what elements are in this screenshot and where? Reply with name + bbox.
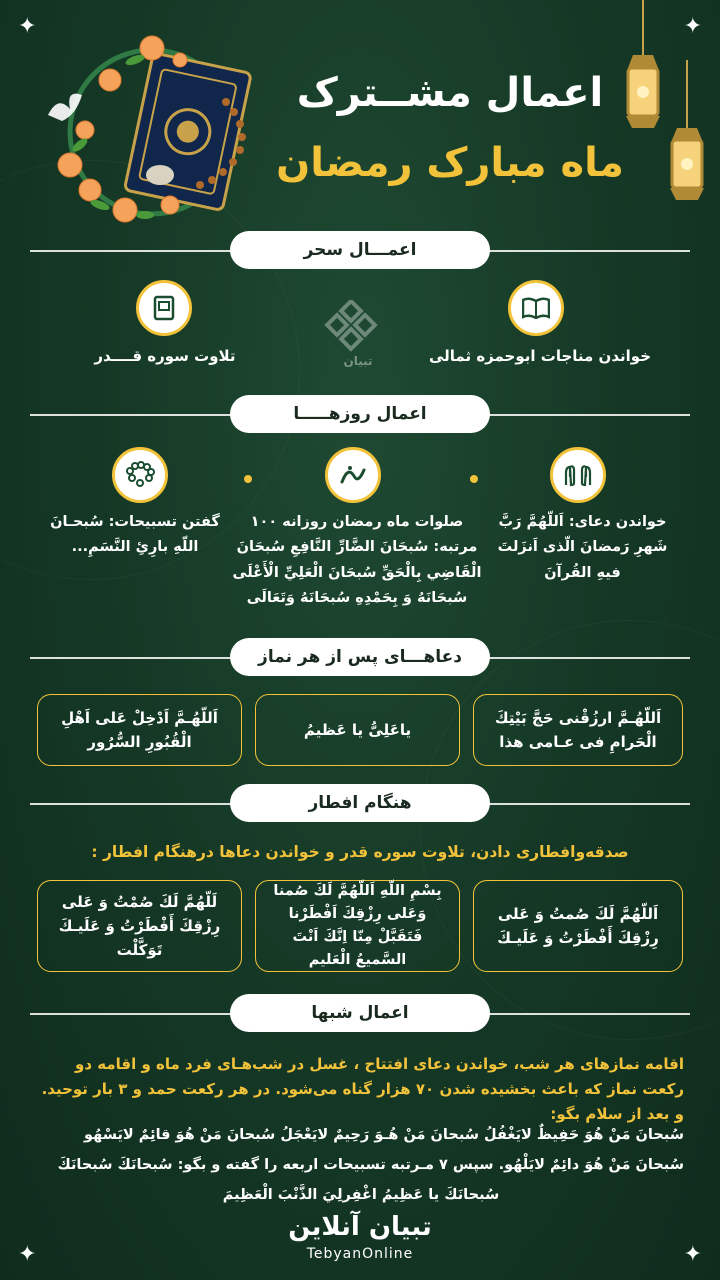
sparkle-icon: ✦ <box>18 1242 37 1267</box>
iftar-box-2: بِسْمِ اللّهِ اَللّهُمَّ لَكَ صُمنا وَعَلی رِزْقِكَ اَفْطَرْنا فَتَقَبَّلْ مِنّا اِنَّكَ اَنْتَ السَّميعُ الْعَليم <box>255 880 460 972</box>
iftar-box-1: اَللّهُمَّ لَكَ صُمتُ وَ عَلی رِزْقِكَ أَفْطَرْتُ وَ عَلَیـكَ <box>473 880 683 972</box>
lantern-icon <box>662 60 712 205</box>
after-prayer-box-qubur: اَللّهُـمَّ اَدْخِلْ عَلی اَهْلِ الْقُبُورِ السُّرُور <box>37 694 242 766</box>
iftar-subtitle: صدقه‌وافطاری دادن، تلاوت سوره قدر و خواندن دعاها درهنگام افطار : <box>91 843 629 861</box>
nights-dua-line-1: سُبحانَ مَنْ هُوَ حَفِيظٌ لايَغْفُلُ سُبحانَ مَنْ هُـوَ رَحِيمٌ لايَعْجَلُ سُبحانَ مَنْ هُوَ قائِمٌ لايَسْهُو <box>84 1127 684 1143</box>
tebyan-logo-latin: TebyanOnline <box>306 1246 414 1262</box>
days-item-tasbihat: گفتن تسبیحات: سُبحـانَ اللّهِ بارِئِ النَّسَمِ... <box>50 514 220 556</box>
page-title: اعمال مشــترک <box>296 70 604 116</box>
section-title-days: اعمال روزهـــــا <box>230 395 490 433</box>
tebyan-logo: تبیان آنلاین <box>288 1212 432 1242</box>
bg-pattern-right <box>420 620 720 1040</box>
section-title-sahar: اعمـــال سحر <box>230 231 490 269</box>
page-subtitle: ماه مبارک رمضان <box>276 140 624 186</box>
days-item-salavat: صلوات ماه رمضان روزانه ۱۰۰ مرتبه: سُبحَانَ الضَّارِّ النَّافِعِ سُبحَانَ الْقَاضِي بِالْحَقِّ سُبحَانَ الْعَلِيِّ الْأَعْلَى سُبحَانَهُ وَ بِحَمْدِهِ سُبحَانَهُ وَتَعَالَى <box>232 514 482 607</box>
sahar-item-qadr: تلاوت سوره قــــدر <box>94 347 236 365</box>
calligraphy-icon <box>325 447 381 503</box>
iftar-box-3: لَلّهُمَّ لَكَ صُمْتُ وَ عَلی رِزْقِكَ أَفْطَرْتُ وَ عَلَیـكَ تَوَكَّلْت <box>37 880 242 972</box>
prayer-beads-icon <box>112 447 168 503</box>
quran-flowers-illustration <box>40 20 270 230</box>
praying-hands-icon <box>550 447 606 503</box>
sparkle-icon: ✦ <box>18 14 37 39</box>
quran-book-icon <box>136 280 192 336</box>
book-open-icon <box>508 280 564 336</box>
nights-paragraph: اقامه نمازهای هر شب، خواندن دعای افتتاح ، غسل در شب‌هـای فرد ماه و اقامه دو رکعت نماز که باعث بخشیده شدن ۷۰ هزار گناه می‌شود. در هر رکعت حمد و ۳ بار توحید. و بعد از سلام بگو: <box>41 1055 684 1123</box>
section-title-nights: اعمال شبها <box>230 994 490 1032</box>
sahar-item-monajat: خواندن مناجات ابوحمزه ثمالی <box>428 347 652 365</box>
watermark-label: تبیان <box>343 354 373 368</box>
after-prayer-box-hajj: اَللّهُـمَّ ارزُقْنی حَجَّ بَیْتِكَ الْحَرامِ فی عـامی هذا <box>473 694 683 766</box>
section-title-after-prayer: دعاهـــای پس از هر نماز <box>230 638 490 676</box>
sparkle-icon: ✦ <box>683 1242 702 1267</box>
days-item-doa: خواندن دعای: اَللّهُمَّ رَبَّ شَهرِ رَمضانَ الّذی اَنزَلتَ فیهِ القُرآنَ <box>497 514 668 581</box>
nights-dua-line-2: سُبحانَ مَنْ هُوَ دائِمٌ لايَلْهُو. سپس ۷ مـرتبه تسبيحات اربعه را گفته و بگو: سُبحانَكَ سُبحانَكَ <box>57 1157 684 1173</box>
section-title-iftar: هنگام افطار <box>230 784 490 822</box>
sparkle-icon: ✦ <box>683 14 702 39</box>
after-prayer-box-ya-ali: یاعَلِیُّ یا عَظیمُ <box>255 694 460 766</box>
bullet-dot <box>244 475 252 483</box>
bullet-dot <box>470 475 478 483</box>
nights-dua-line-3: سُبحانَكَ يا عَظِيمُ اغْفِرلِيَ الذَّنْبَ الْعَظِيمَ <box>222 1187 500 1203</box>
